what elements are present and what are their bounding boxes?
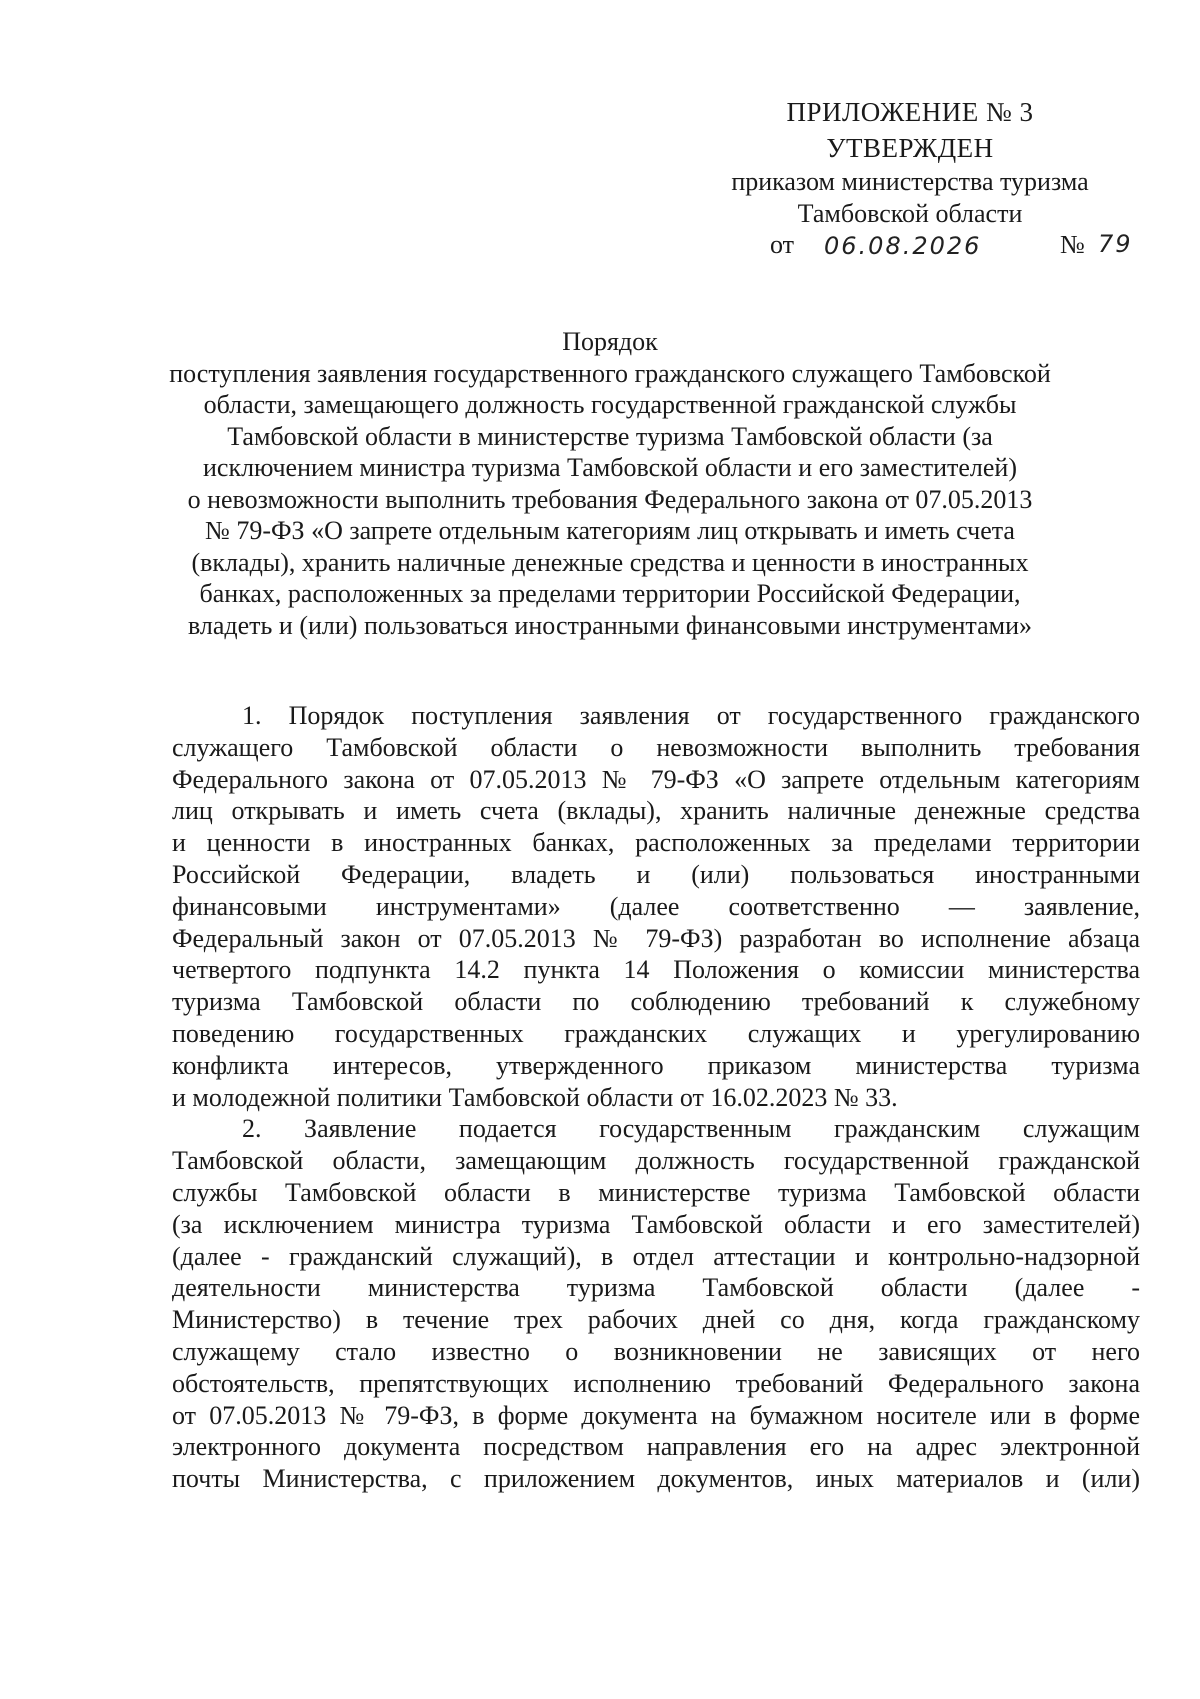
from-label: от bbox=[770, 230, 795, 259]
paragraph-line: конфликта интересов, утвержденного приказом министерства туризма bbox=[172, 1050, 1140, 1080]
order-line-2: Тамбовской области bbox=[797, 199, 1023, 228]
paragraph-line: Федерального закона от 07.05.2013 № 79-ФЗ «О запрете отдельным категориям bbox=[172, 764, 1140, 794]
paragraph-line: Тамбовской области, замещающим должность государственной гражданской bbox=[172, 1146, 1140, 1176]
title-line: исключением министра туризма Тамбовской области и его заместителей) bbox=[202, 453, 1018, 482]
document-title bbox=[150, 326, 1070, 641]
handwritten-date: 06.08.2026 bbox=[824, 232, 982, 260]
paragraph-line: 2. Заявление подается государственным гражданским служащим bbox=[242, 1114, 1140, 1144]
paragraph-line: Министерство) в течение трех рабочих дней со дня, когда гражданскому bbox=[172, 1305, 1140, 1335]
paragraph-line: 1. Порядок поступления заявления от государственного гражданского bbox=[242, 701, 1140, 730]
title-line: Порядок bbox=[562, 327, 658, 356]
paragraph-line: от 07.05.2013 № 79-ФЗ, в форме документа на бумажном носителе или в форме bbox=[172, 1400, 1140, 1430]
title-line: Тамбовской области в министерстве туризма Тамбовской области (за bbox=[227, 421, 993, 451]
paragraph-1 bbox=[172, 700, 1140, 1113]
number-label: № bbox=[1060, 230, 1085, 259]
paragraph-line: обстоятельств, препятствующих исполнению требований Федерального закона bbox=[172, 1368, 1140, 1398]
approval-block bbox=[680, 94, 1140, 230]
paragraph-line: электронного документа посредством направления его на адрес электронной bbox=[172, 1432, 1140, 1462]
appendix-heading: ПРИЛОЖЕНИЕ № 3 bbox=[786, 97, 1034, 127]
paragraph-line: почты Министерства, с приложением документов, иных материалов и (или) bbox=[172, 1464, 1140, 1494]
paragraph-line: поведению государственных гражданских служащих и урегулированию bbox=[172, 1018, 1140, 1048]
paragraph-line: и молодежной политики Тамбовской области от 16.02.2023 № 33. bbox=[172, 1082, 898, 1112]
title-line: банках, расположенных за пределами территории Российской Федерации, bbox=[199, 579, 1021, 608]
title-line: области, замещающего должность государственной гражданской службы bbox=[203, 390, 1017, 419]
paragraph-line: Российской Федерации, владеть и (или) пользоваться иностранными bbox=[172, 859, 1140, 889]
approved-heading: УТВЕРЖДЕН bbox=[826, 133, 994, 163]
handwritten-number: 79 bbox=[1098, 230, 1133, 258]
paragraph-line: служащему стало известно о возникновении не зависящих от него bbox=[172, 1336, 1140, 1366]
paragraph-line: лиц открывать и иметь счета (вклады), хранить наличные денежные средства bbox=[172, 796, 1140, 826]
order-line-1: приказом министерства туризма bbox=[731, 167, 1089, 196]
title-line: № 79-ФЗ «О запрете отдельным категориям лиц открывать и иметь счета bbox=[205, 516, 1015, 545]
paragraph-line: финансовыми инструментами» (далее соответственно — заявление, bbox=[172, 891, 1140, 921]
document-body bbox=[172, 700, 1140, 1495]
title-line: (вклады), хранить наличные денежные средства и ценности в иностранных bbox=[191, 547, 1029, 577]
paragraph-line: (за исключением министра туризма Тамбовской области и его заместителей) bbox=[172, 1209, 1140, 1239]
paragraph-line: четвертого подпункта 14.2 пункта 14 Положения о комиссии министерства bbox=[172, 955, 1140, 985]
paragraph-line: и ценности в иностранных банках, расположенных за пределами территории bbox=[172, 828, 1140, 858]
paragraph-line: (далее - гражданский служащий), в отдел аттестации и контрольно-надзорной bbox=[172, 1241, 1140, 1271]
title-line: о невозможности выполнить требования Федерального закона от 07.05.2013 bbox=[187, 484, 1033, 514]
title-line: владеть и (или) пользоваться иностранными финансовыми инструментами» bbox=[187, 610, 1033, 640]
paragraph-line: туризма Тамбовской области по соблюдению требований к служебному bbox=[172, 987, 1140, 1017]
paragraph-line: служащего Тамбовской области о невозможности выполнить требования bbox=[172, 732, 1140, 762]
title-line: поступления заявления государственного гражданского служащего Тамбовской bbox=[169, 358, 1051, 388]
paragraph-line: деятельности министерства туризма Тамбовской области (далее - bbox=[172, 1273, 1140, 1303]
paragraph-2 bbox=[172, 1113, 1140, 1495]
paragraph-line: службы Тамбовской области в министерстве туризма Тамбовской области bbox=[172, 1177, 1140, 1207]
paragraph-line: Федеральный закон от 07.05.2013 № 79-ФЗ) разработан во исполнение абзаца bbox=[172, 923, 1140, 953]
